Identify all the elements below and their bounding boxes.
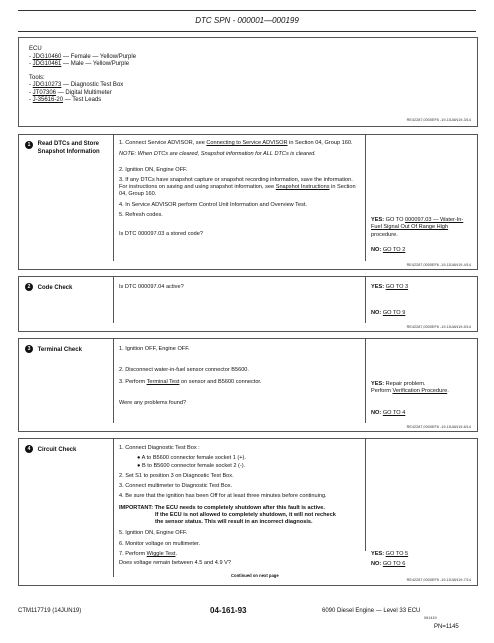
step-text: 4. Be sure that the ignition has been Off for at least three minutes before continuing.	[119, 493, 327, 500]
section-terminal-check: 3 Terminal Check 1. Ignition OFF, Engine OFF. 2. Disconnect water-in-fuel sensor connector B5600. 3. Perform Terminal Test on sensor and B5600 connector. Were any problems found? YES: Repair problem. Perform Verification Procedure. NO: GO TO 4 RE42287,0000EF6 -19-15JAN19-6/14	[18, 338, 478, 432]
procedure-link[interactable]: Connecting to Service ADVISOR	[206, 140, 288, 146]
tools-heading: Tools:	[29, 74, 45, 81]
step-text: 3. If any DTCs have snapshot capture or snapshot recording information, save the information. For instructions on saving and using snapshot information, see Snapshot Instructions in Section 04, Group 160.	[119, 176, 356, 198]
section-code-check	[18, 276, 478, 332]
step-number-badge: 4	[25, 445, 33, 453]
goto-link[interactable]: GO TO 3	[385, 284, 409, 290]
tool-item: - JDG10273 — Diagnostic Test Box	[29, 82, 124, 88]
goto-link[interactable]: GO TO 6	[382, 561, 406, 567]
intro-box	[18, 37, 478, 127]
section-title: Code Check	[37, 284, 73, 291]
section-title: Read DTCs and Store Snapshot Information	[37, 141, 100, 155]
step-text: 7. Perform Wiggle Test.	[119, 550, 178, 557]
goto-link[interactable]: 000097.03 — Water-In-Fuel Signal Out Of Range High	[371, 217, 464, 231]
step-text: 4. In Service ADVISOR perform Control Unit Information and Overview Test.	[119, 201, 307, 208]
ref-code: RE42287,0000EF6 -19-15JAN19-4/14	[406, 263, 471, 267]
page-number: 04-161-93	[210, 606, 247, 615]
step-text: 2. Set S1 to position 3 on Diagnostic Test Box.	[119, 472, 234, 479]
procedure-link[interactable]: Terminal Test	[146, 378, 180, 385]
procedure-link[interactable]: Wiggle Test	[146, 550, 176, 557]
step-number-badge: 3	[25, 345, 33, 353]
procedure-link[interactable]: Snapshot Instructions	[275, 184, 330, 191]
step-text: 5. Ignition ON, Engine OFF.	[119, 530, 188, 537]
ref-code: RE42287,0000EF6 -19-15JAN19-7/14	[406, 578, 471, 582]
ref-code: RE42287,0000EF6 -19-15JAN19-3/14	[406, 118, 471, 122]
step-text: 6. Monitor voltage on multimeter.	[119, 540, 201, 547]
ecu-item: - JDG10460 — Female — Yellow/Purple	[29, 53, 137, 60]
section-circuit-check	[18, 438, 478, 586]
no-label: NO:	[371, 410, 382, 416]
ref-code: RE42287,0000EF6 -19-15JAN19-5/14	[406, 325, 471, 329]
step-text: 1. Connect Service ADVISOR, see Connecting to Service ADVISOR in Section 04, Group 160.	[119, 140, 353, 146]
step-text: 3. Perform Terminal Test on sensor and B5600 connector.	[119, 378, 262, 385]
step-text: 3. Connect multimeter to Diagnostic Test Box.	[119, 483, 233, 490]
ref-code: RE42287,0000EF6 -19-15JAN19-6/14	[406, 425, 471, 429]
tool-item: - JT07306 — Digital Multimeter	[29, 89, 112, 96]
part-link[interactable]: J-35616-20	[32, 97, 64, 103]
yes-label: YES:	[371, 284, 385, 290]
footer-date-code: 061419	[424, 616, 437, 620]
goto-link[interactable]: GO TO 9	[382, 310, 406, 316]
goto-link[interactable]: GO TO 5	[385, 551, 409, 557]
part-link[interactable]: JDG10273	[32, 82, 62, 88]
important-note: IMPORTANT: The ECU needs to completely shutdown after this fault is active. If the ECU is not allowed to completely shutdown, it will not recheck the sensor status. This will result in an incorrect diagnosis.	[119, 504, 336, 526]
step-text: 1. Connect Diagnostic Test Box :	[119, 445, 200, 451]
step-question: Is DTC 000097.03 a stored code?	[119, 231, 203, 238]
step-text: 5. Refresh codes.	[119, 211, 163, 218]
no-label: NO:	[371, 247, 382, 253]
ecu-heading: ECU	[29, 46, 42, 52]
part-link[interactable]: JT07306	[32, 89, 57, 96]
part-link[interactable]: JDG10461	[32, 61, 62, 67]
part-link[interactable]: JDG10460	[32, 53, 62, 60]
goto-link[interactable]: GO TO 4	[382, 410, 406, 416]
goto-link[interactable]: Verification Procedure	[392, 388, 448, 395]
footer-pn: PN=1145	[434, 624, 459, 630]
step-question: Were any problems found?	[119, 399, 187, 406]
step-number-badge: 1	[25, 141, 33, 149]
no-label: NO:	[371, 310, 382, 316]
section-title: Terminal Check	[37, 346, 82, 353]
yes-label: YES:	[371, 381, 385, 387]
goto-link[interactable]: GO TO 2	[382, 247, 406, 253]
step-bullet: ● B to B5600 connector female socket 2 (-).	[137, 462, 246, 469]
step-bullet: ● A to B5600 connector female socket 1 (+).	[137, 455, 246, 462]
section-read-dtcs: 1 Read DTCs and Store Snapshot Information 1. Connect Service ADVISOR, see Connecting to Service ADVISOR in Section 04, Group 160. NOTE: When DTCs are cleared, Snapshot information for ALL DTCs is cleared. 2. Ignition ON, Engine OFF. 3. If any DTCs have snapshot capture or snapshot recording information, save the information. For instructions on saving and using snapshot information, see Snapshot Instructions in Section 04, Group 160. 4. In Service ADVISOR perform Control Unit Information and Overview Test. 5. Refresh codes. Is DTC 000097.03 a stored code? YES: GO TO 000097.03 — Water-In-Fuel Signal Out Of Range High procedure. NO: GO TO 2 RE42287,0000EF6 -19-15JAN19-4/14	[18, 134, 478, 270]
page-header	[18, 10, 476, 32]
step-question: Does voltage remain between 4.5 and 4.9 V?	[119, 560, 231, 567]
tool-item: - J-35616-20 — Test Leads	[29, 97, 102, 103]
ecu-item: - JDG10461 — Male — Yellow/Purple	[29, 61, 130, 67]
step-note: NOTE: When DTCs are cleared, Snapshot information for ALL DTCs is cleared.	[119, 151, 316, 158]
footer-doc-id: CTM117719 (14JUN19)	[18, 608, 82, 614]
step-question: Is DTC 000097.04 active?	[119, 284, 184, 290]
continued-note: Continued on next page	[231, 573, 279, 578]
yes-label: YES:	[371, 551, 385, 557]
section-title: Circuit Check	[37, 446, 77, 453]
step-text: 2. Ignition ON, Engine OFF.	[119, 166, 188, 173]
step-text: 2. Disconnect water-in-fuel sensor connector B5600.	[119, 367, 249, 374]
step-text: 1. Ignition OFF, Engine OFF.	[119, 346, 190, 352]
step-number-badge: 2	[25, 283, 33, 291]
header-title: DTC SPN - 000001—000199	[195, 16, 299, 25]
footer-title: 6090 Diesel Engine — Level 33 ECU	[322, 608, 421, 614]
yes-label: YES:	[371, 217, 385, 223]
no-label: NO:	[371, 561, 382, 567]
